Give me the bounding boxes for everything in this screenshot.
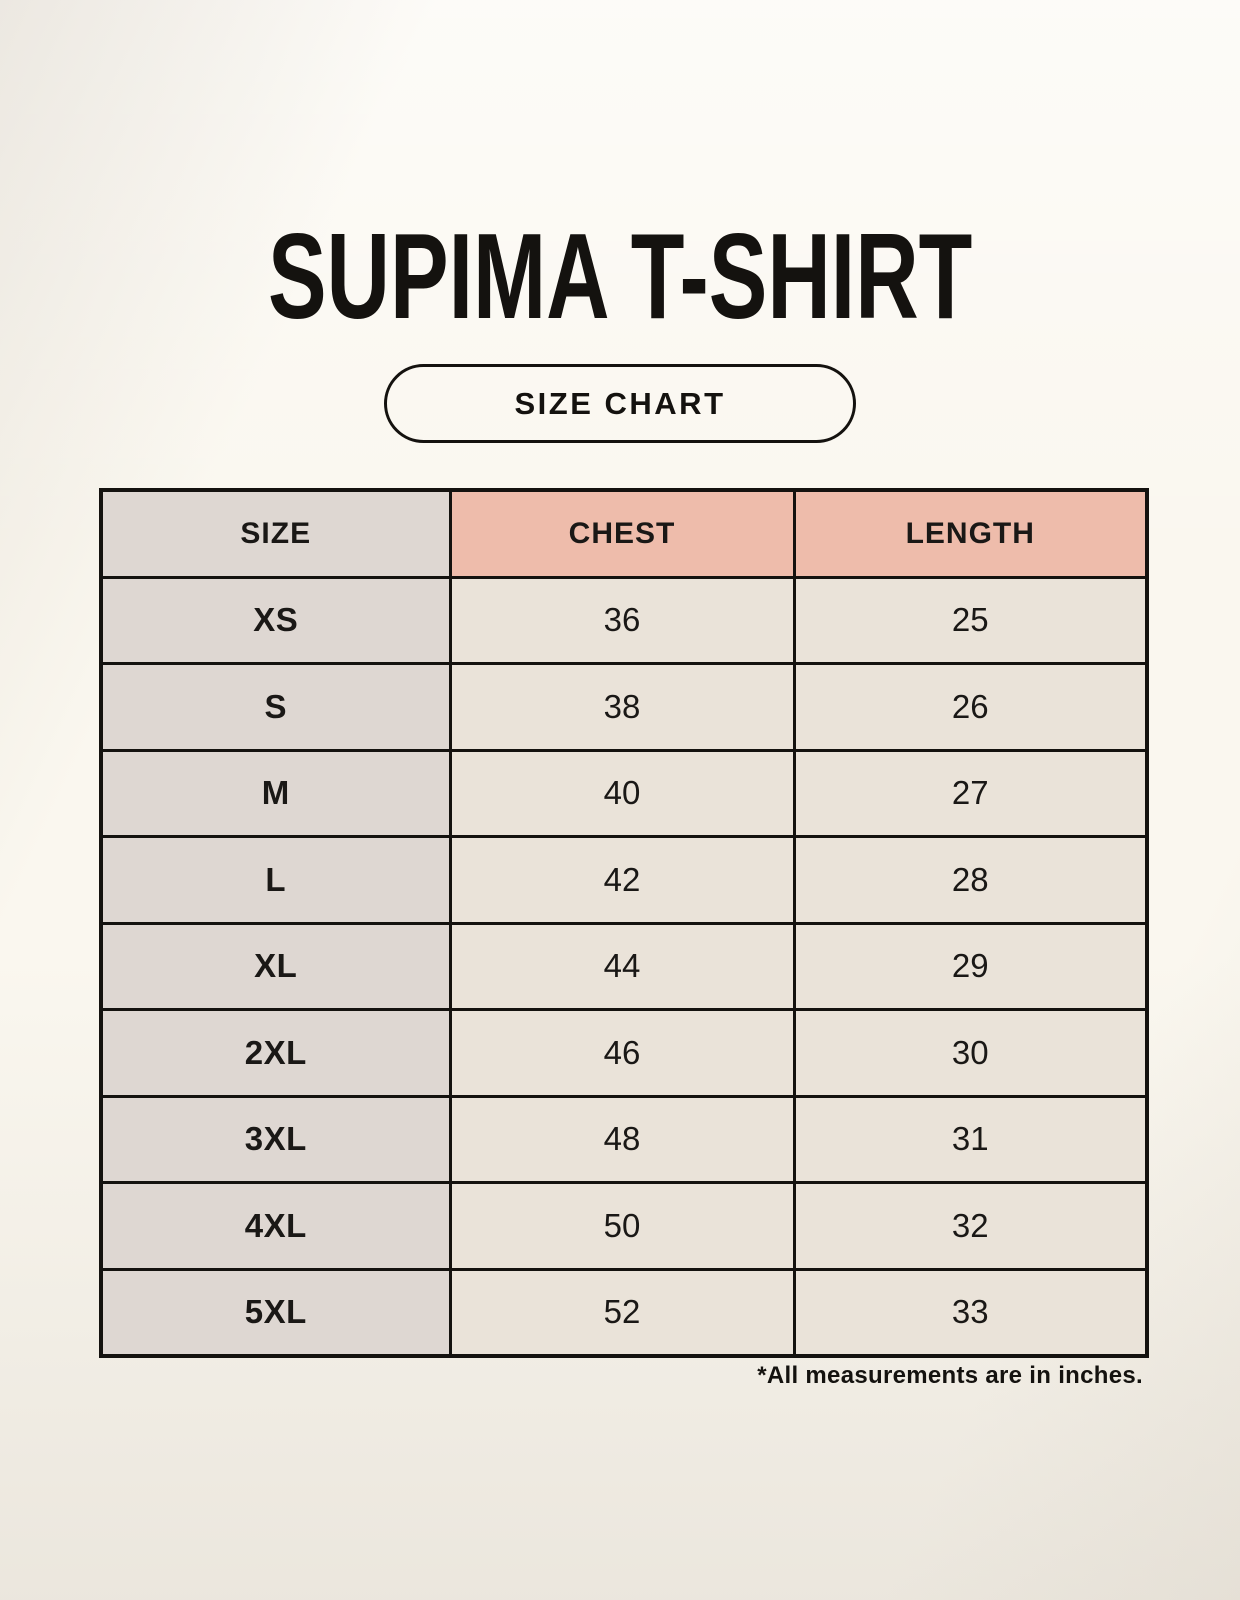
cell-chest: 42	[450, 837, 794, 924]
cell-chest: 48	[450, 1096, 794, 1183]
table-row	[101, 577, 1147, 664]
cell-length: 27	[794, 750, 1147, 837]
cell-length: 31	[794, 1096, 1147, 1183]
size-table-header	[101, 490, 1147, 577]
cell-length: 29	[794, 923, 1147, 1010]
table-row	[101, 750, 1147, 837]
measurements-footnote: *All measurements are in inches.	[757, 1362, 1143, 1389]
cell-size: 5XL	[101, 1269, 450, 1356]
cell-length: 28	[794, 837, 1147, 924]
cell-chest: 40	[450, 750, 794, 837]
cell-chest: 46	[450, 1010, 794, 1097]
cell-length: 26	[794, 664, 1147, 751]
cell-length: 33	[794, 1269, 1147, 1356]
table-row	[101, 837, 1147, 924]
column-header-size: SIZE	[101, 490, 450, 577]
column-header-length: LENGTH	[794, 490, 1147, 577]
cell-length: 32	[794, 1183, 1147, 1270]
size-table-body	[101, 577, 1147, 1356]
page-title-text: SUPIMA T-SHIRT	[267, 208, 973, 344]
cell-size: 4XL	[101, 1183, 450, 1270]
cell-chest: 38	[450, 664, 794, 751]
cell-size: L	[101, 837, 450, 924]
table-row	[101, 923, 1147, 1010]
size-table	[99, 488, 1149, 1358]
size-chart-button-label: SIZE CHART	[514, 385, 726, 421]
cell-chest: 52	[450, 1269, 794, 1356]
cell-chest: 50	[450, 1183, 794, 1270]
cell-size: M	[101, 750, 450, 837]
cell-chest: 44	[450, 923, 794, 1010]
cell-size: XL	[101, 923, 450, 1010]
header-row	[101, 490, 1147, 577]
size-chart-button[interactable]	[384, 364, 856, 443]
cell-size: XS	[101, 577, 450, 664]
cell-length: 25	[794, 577, 1147, 664]
column-header-chest: CHEST	[450, 490, 794, 577]
cell-chest: 36	[450, 577, 794, 664]
table-row	[101, 1183, 1147, 1270]
cell-size: S	[101, 664, 450, 751]
cell-length: 30	[794, 1010, 1147, 1097]
table-row	[101, 1010, 1147, 1097]
cell-size: 3XL	[101, 1096, 450, 1183]
cell-size: 2XL	[101, 1010, 450, 1097]
table-row	[101, 1269, 1147, 1356]
table-row	[101, 664, 1147, 751]
table-row	[101, 1096, 1147, 1183]
page-title	[0, 208, 1240, 344]
